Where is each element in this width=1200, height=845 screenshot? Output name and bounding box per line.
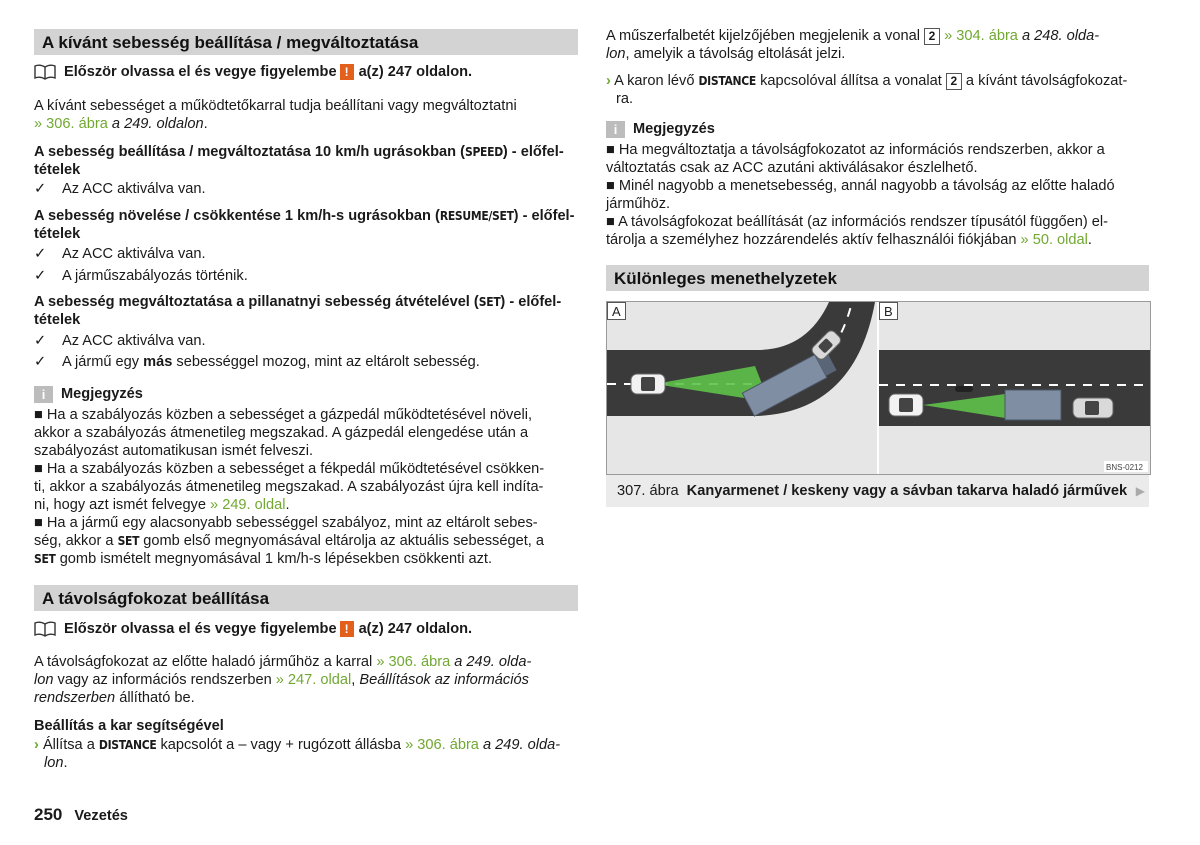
chapter-name: Vezetés xyxy=(74,808,128,824)
lever-step-line: lon. xyxy=(44,755,68,771)
note-line xyxy=(34,550,578,568)
key-set: SET xyxy=(117,534,140,548)
note-heading xyxy=(606,120,715,138)
list-item xyxy=(34,180,206,198)
continue-arrow-icon: ▶ xyxy=(1135,484,1145,498)
list-item xyxy=(34,353,480,371)
panel-b-label: B xyxy=(884,304,893,319)
list-item-text: Az ACC aktiválva van. xyxy=(62,333,206,349)
list-item-text: Az ACC aktiválva van. xyxy=(62,181,206,197)
heading-speed-1-text: A sebesség növelése / csökkentése 1 km/h-s ugrásokban ( xyxy=(34,208,440,224)
note-line: ■ A távolságfokozat beállítását (az információs rendszer típusától függően) el- xyxy=(606,214,1109,230)
note-line: ni, hogy azt ismét felvegye » 249. oldal. xyxy=(34,497,290,513)
read-first-suffix: a(z) 247 oldalon. xyxy=(358,621,473,637)
note-text: tárolja a személyhez hozzárendelés aktív felhasználói fiókjában xyxy=(606,232,1017,248)
note-line xyxy=(34,532,578,550)
note-text: gomb első megnyomásával eltárolja az aktuális sebességet, a xyxy=(143,533,544,549)
list-item-text: sebességgel mozog, mint az eltárolt sebesség. xyxy=(176,354,480,370)
key-set: SET xyxy=(34,552,56,566)
check-icon: ✓ xyxy=(34,181,47,197)
heading-speed-10-cont: tételek xyxy=(34,162,81,178)
speed-intro: A kívánt sebességet a működtetőkarral tudja beállítani vagy megváltoztatni » 306. ábra a 249. oldalon. xyxy=(34,98,517,132)
book-icon xyxy=(34,64,56,80)
heading-speed-1 xyxy=(34,207,578,243)
heading-speed-10-text: A sebesség beállítása / megváltoztatása 10 km/h ugrásokban ( xyxy=(34,144,465,160)
key-set: SET xyxy=(478,295,501,309)
link-fig-306[interactable]: » 306. ábra xyxy=(34,116,108,132)
lever-text: Állítsa a xyxy=(42,737,95,753)
heading-speed-1-cont: tételek xyxy=(34,226,81,242)
note-line: ■ Ha a szabályozás közben a sebességet a fékpedál működtetésével csökken- xyxy=(34,461,545,477)
info-icon: i xyxy=(606,121,625,138)
lever-heading: Beállítás a kar segítségével xyxy=(34,718,224,734)
distance-intro-text: vagy az információs rendszerben xyxy=(57,672,272,688)
list-item-text: A járműszabályozás történik. xyxy=(62,268,248,284)
note-body xyxy=(34,406,578,568)
list-item xyxy=(34,332,206,350)
ref-settings: Beállítások az információs xyxy=(359,672,529,688)
panel-b xyxy=(879,302,1150,474)
display-paragraph xyxy=(606,27,1149,63)
ref-page-249-cont: lon xyxy=(44,755,64,771)
distance-intro-line: lon vagy az információs rendszerben » 247. oldal, Beállítások az információs xyxy=(34,672,529,688)
step-text: a kívánt távolságfokozat- xyxy=(965,73,1128,89)
distance-step-line: ra. xyxy=(616,91,634,107)
display-line xyxy=(606,45,1149,63)
check-icon: ✓ xyxy=(34,333,47,349)
note-line: változtatás csak az ACC azutáni aktiválásakor észlelhető. xyxy=(606,160,978,176)
section-title-distance: A távolságfokozat beállítása xyxy=(34,585,578,611)
link-fig-306[interactable]: » 306. ábra xyxy=(376,654,451,670)
step-text: A karon lévő xyxy=(614,73,695,89)
list-item-text: A jármű egy xyxy=(62,354,140,370)
list-item xyxy=(34,267,248,285)
page-number: 250 xyxy=(34,805,63,824)
check-icon: ✓ xyxy=(34,268,47,284)
heading-speed-1-suffix: ) - előfel- xyxy=(513,208,575,224)
note-heading xyxy=(34,385,143,403)
figure-code: BNS-0212 xyxy=(1106,463,1143,472)
distance-intro-text: állítható be. xyxy=(119,690,195,706)
callout-box: 2 xyxy=(946,73,962,90)
caption-text: Kanyarmenet / keskeny vagy a sávban takarva haladó járművek xyxy=(686,483,1128,499)
ref-page-248: a 248. olda- xyxy=(1021,28,1100,44)
ref-page-249: a 249. olda- xyxy=(454,654,532,670)
motorcycle-icon xyxy=(955,386,973,392)
check-icon: ✓ xyxy=(34,354,47,370)
ref-page-248-cont: lon xyxy=(606,46,626,62)
panel-a-label: A xyxy=(612,304,621,319)
distance-intro-line xyxy=(34,689,578,707)
note-line: járműhöz. xyxy=(606,196,671,212)
figure-307 xyxy=(606,301,1151,475)
distance-intro xyxy=(34,653,578,707)
lever-step xyxy=(34,736,578,772)
link-page-247[interactable]: » 247. oldal xyxy=(275,672,352,688)
note-line: ■ Ha a szabályozás közben a sebességet a gázpedál működtetésével növeli, xyxy=(34,407,533,423)
ref-page-249: a 249. oldalon xyxy=(111,116,204,132)
warning-icon[interactable]: ! xyxy=(340,64,354,80)
key-distance: DISTANCE xyxy=(698,74,756,88)
heading-speed-set-suffix: ) - előfel- xyxy=(500,294,562,310)
check-icon: ✓ xyxy=(34,246,47,262)
section-title-special: Különleges menethelyzetek xyxy=(606,265,1149,291)
heading-speed-10-suffix: ) - előfel- xyxy=(502,144,564,160)
heading-speed-set xyxy=(34,293,578,329)
list-item-text: Az ACC aktiválva van. xyxy=(62,246,206,262)
note-line: akkor a szabályozás átmenetileg megszakad. A gázpedál elengedése után a xyxy=(34,425,529,441)
note-line: ■ Ha a jármű egy alacsonyabb sebességgel szabályoz, mint az eltárolt sebes- xyxy=(34,515,538,531)
lever-step-line xyxy=(34,736,578,754)
display-text: , amelyik a távolság eltolását jelzi. xyxy=(625,46,846,62)
step-arrow-icon: › xyxy=(34,737,39,753)
read-first-note xyxy=(34,62,472,82)
note-body xyxy=(606,141,1149,249)
read-first-note xyxy=(34,619,472,639)
distance-intro-line xyxy=(34,653,578,671)
note-title: Megjegyzés xyxy=(61,386,143,402)
emphasis-more: más xyxy=(143,354,173,370)
own-car-icon xyxy=(631,374,665,394)
ref-page-249: a 249. olda- xyxy=(482,737,561,753)
note-text: ség, akkor a xyxy=(34,533,114,549)
warning-icon[interactable]: ! xyxy=(340,621,354,637)
link-page-249[interactable]: » 249. oldal xyxy=(210,497,286,513)
book-icon xyxy=(34,621,56,637)
key-distance: DISTANCE xyxy=(98,738,157,752)
note-line: ti, akkor a szabályozás átmenetileg megszakad. A szabályozást újra kell indíta- xyxy=(34,479,544,495)
lever-text: kapcsolót a – vagy + rugózott állásba xyxy=(160,737,402,753)
display-line xyxy=(606,27,1149,45)
step-arrow-icon: › xyxy=(606,73,611,89)
note-text: ni, hogy azt ismét felvegye xyxy=(34,497,206,513)
ref-page-249-cont: lon xyxy=(34,672,54,688)
heading-speed-10 xyxy=(34,143,578,179)
page-footer xyxy=(34,805,128,825)
info-icon: i xyxy=(34,386,53,403)
callout-box: 2 xyxy=(924,28,940,45)
link-fig-306[interactable]: » 306. ábra xyxy=(405,737,479,753)
figure-illustration xyxy=(607,302,1150,474)
note-line: ■ Ha megváltoztatja a távolságfokozatot az információs rendszerben, akkor a xyxy=(606,142,1105,158)
read-first-text: Először olvassa el és vegye figyelembe xyxy=(64,621,337,637)
distance-step-line xyxy=(606,72,1149,90)
panel-a xyxy=(607,302,878,474)
display-text: A műszerfalbetét kijelzőjében megjelenik a vonal xyxy=(606,28,920,44)
read-first-suffix: a(z) 247 oldalon. xyxy=(358,64,473,80)
distance-step xyxy=(606,72,1149,108)
figure-caption xyxy=(606,475,1149,507)
read-first-text: Először olvassa el és vegye figyelembe xyxy=(64,64,337,80)
note-line: ■ Minél nagyobb a menetsebesség, annál nagyobb a távolság az előtte haladó xyxy=(606,178,1115,194)
note-title: Megjegyzés xyxy=(633,121,715,137)
heading-speed-set-text: A sebesség megváltoztatása a pillanatnyi sebesség átvételével ( xyxy=(34,294,479,310)
car-ahead-icon xyxy=(1073,398,1113,418)
distance-intro-text: A távolságfokozat az előtte haladó járműhöz a karral xyxy=(34,654,373,670)
caption-number: 307. ábra xyxy=(617,483,679,499)
step-text: kapcsolóval állítsa a vonalat xyxy=(760,73,942,89)
note-line: szabályozást automatikusan ismét felveszi. xyxy=(34,443,314,459)
key-speed: SPEED xyxy=(464,145,503,159)
speed-intro-text: A kívánt sebességet a működtetőkarral tudja beállítani vagy megváltoztatni xyxy=(34,98,517,114)
own-car-icon xyxy=(889,394,923,416)
note-line: tárolja a személyhez hozzárendelés aktív felhasználói fiókjában » 50. oldal. xyxy=(606,232,1092,248)
link-page-50[interactable]: » 50. oldal xyxy=(1020,232,1088,248)
list-item xyxy=(34,245,206,263)
note-text: gomb ismételt megnyomásával 1 km/h-s lépésekben csökkenti azt. xyxy=(59,551,493,567)
section-title-speed: A kívánt sebesség beállítása / megváltoztatása xyxy=(34,29,578,55)
key-resume-set: RESUME/SET xyxy=(439,209,514,223)
ref-settings-cont: rendszerben xyxy=(34,690,116,706)
heading-speed-set-cont: tételek xyxy=(34,312,81,328)
van-icon xyxy=(1005,390,1061,420)
link-fig-304[interactable]: » 304. ábra xyxy=(944,28,1018,44)
